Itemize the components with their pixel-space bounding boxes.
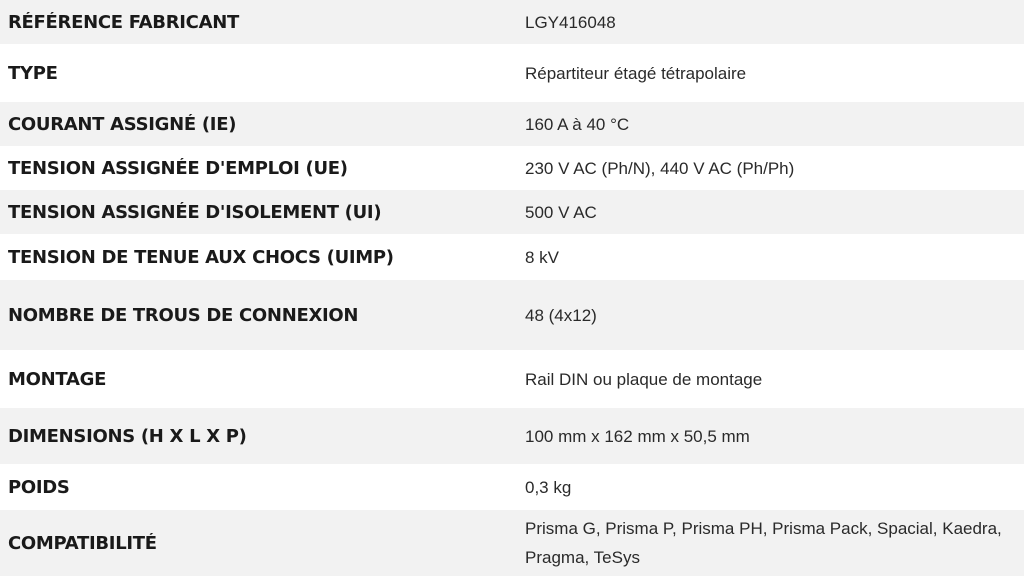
spec-label: DIMENSIONS (H X L X P) xyxy=(8,425,247,447)
spec-row-type xyxy=(0,44,1024,102)
spec-value: 0,3 kg xyxy=(525,477,572,497)
spec-label: NOMBRE DE TROUS DE CONNEXION xyxy=(8,304,359,326)
spec-value: 160 A à 40 °C xyxy=(525,114,630,134)
spec-label: COURANT ASSIGNÉ (IE) xyxy=(8,113,237,135)
spec-row-voltage-isolation xyxy=(0,190,1024,234)
spec-label: TYPE xyxy=(8,62,58,84)
spec-row-compatibility xyxy=(0,510,1024,576)
spec-label: TENSION DE TENUE AUX CHOCS (UIMP) xyxy=(8,246,394,268)
spec-label: MONTAGE xyxy=(8,368,107,390)
spec-row-mounting xyxy=(0,350,1024,408)
spec-value: 48 (4x12) xyxy=(525,305,597,325)
spec-row-dimensions xyxy=(0,408,1024,464)
spec-row-weight xyxy=(0,464,1024,510)
spec-row-current xyxy=(0,102,1024,146)
spec-value: 100 mm x 162 mm x 50,5 mm xyxy=(525,426,750,446)
spec-label: COMPATIBILITÉ xyxy=(8,532,157,554)
spec-label: TENSION ASSIGNÉE D'ISOLEMENT (UI) xyxy=(8,201,382,223)
spec-label: POIDS xyxy=(8,476,70,498)
spec-label: TENSION ASSIGNÉE D'EMPLOI (UE) xyxy=(8,157,348,179)
spec-value: 500 V AC xyxy=(525,202,597,222)
spec-value: Prisma G, Prisma P, Prisma PH, Prisma Pack, Spacial, Kaedra, Pragma, TeSys xyxy=(525,519,1002,567)
spec-row-impulse xyxy=(0,234,1024,280)
spec-value: Répartiteur étagé tétrapolaire xyxy=(525,63,747,83)
spec-value: 8 kV xyxy=(525,247,560,267)
spec-value: Rail DIN ou plaque de montage xyxy=(525,369,763,389)
spec-label: RÉFÉRENCE FABRICANT xyxy=(8,11,239,33)
spec-row-holes xyxy=(0,280,1024,350)
spec-row-reference xyxy=(0,0,1024,44)
spec-value: LGY416048 xyxy=(525,12,616,32)
spec-row-voltage-use xyxy=(0,146,1024,190)
spec-value: 230 V AC (Ph/N), 440 V AC (Ph/Ph) xyxy=(525,158,795,178)
